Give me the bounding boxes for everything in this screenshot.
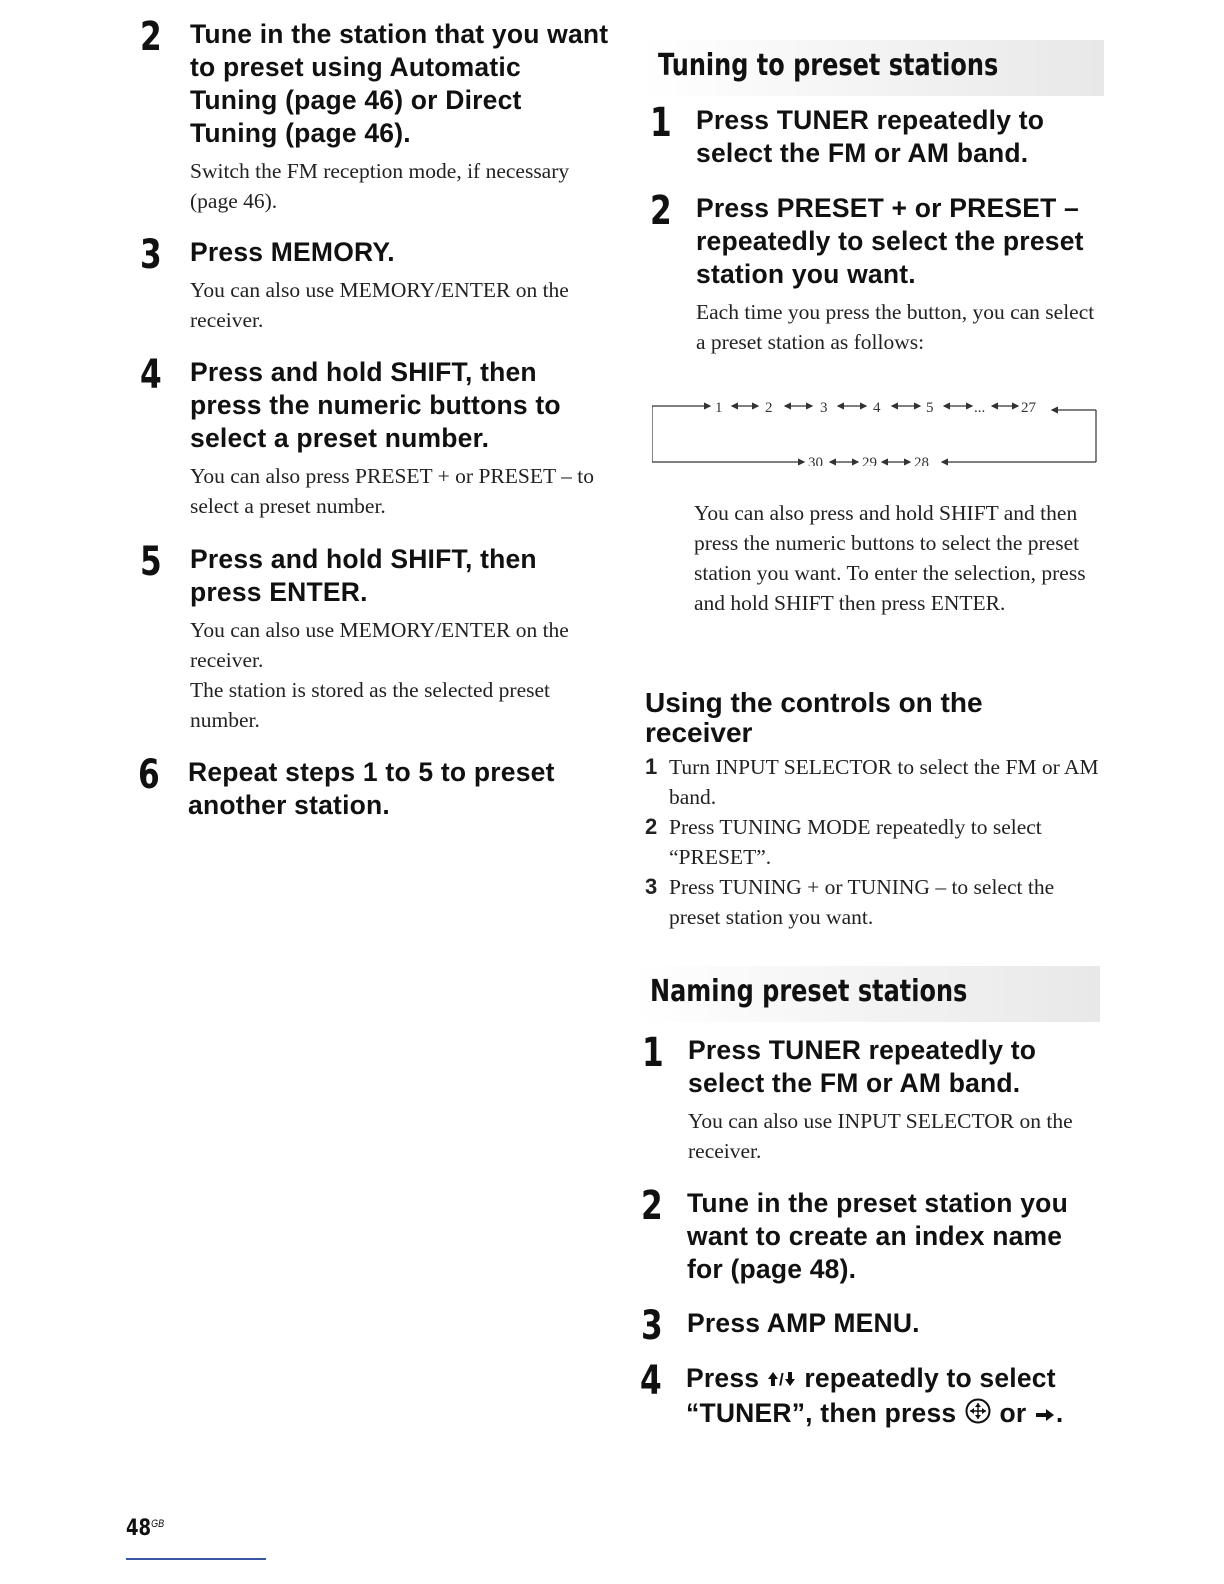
preset-2: 2 bbox=[765, 400, 773, 416]
step-heading: Press TUNER repeatedly to select the FM or AM band. bbox=[696, 105, 1045, 168]
up-down-arrows-icon bbox=[767, 1364, 797, 1397]
step-number: 2 bbox=[140, 14, 162, 60]
list-item: 1 Turn INPUT SELECTOR to select the FM or AM band. bbox=[645, 754, 1099, 809]
page-number: $48^{GB}$ bbox=[126, 1516, 165, 1541]
preset-cycle-diagram bbox=[652, 396, 1098, 466]
preset-28: 28 bbox=[914, 455, 929, 466]
list-item: 2 Press TUNING MODE repeatedly to select “PRESET”. bbox=[645, 814, 1042, 869]
tuning-step-2 bbox=[650, 188, 1100, 357]
preset-5: 5 bbox=[926, 400, 934, 416]
preset-ellipsis: ... bbox=[974, 400, 986, 416]
footer-rule bbox=[126, 1558, 266, 1560]
step-body: You can also use MEMORY/ENTER on the receiver. bbox=[190, 278, 569, 332]
step-6-repeat bbox=[138, 752, 608, 822]
enter-button-icon bbox=[964, 1397, 992, 1433]
step-heading: Press TUNER repeatedly to select the FM or AM band. bbox=[688, 1035, 1037, 1098]
svg-text:/: / bbox=[778, 1369, 784, 1389]
tuning-note: You can also press and hold SHIFT and then press the numeric buttons to select the preset station you want. To enter the selection, press and hold SHIFT then press ENTER. bbox=[694, 501, 1086, 615]
naming-step-4 bbox=[640, 1358, 1098, 1433]
step-body: Each time you press the button, you can select a preset station as follows: bbox=[696, 300, 1095, 354]
naming-step-2 bbox=[641, 1183, 1099, 1286]
section-title: Naming preset stations bbox=[650, 974, 968, 1009]
step-4-press-shift bbox=[140, 352, 610, 521]
step-heading: Press / repeatedly to select “TUNER”, then press or . bbox=[686, 1362, 1098, 1433]
preset-1: 1 bbox=[715, 400, 723, 416]
preset-3: 3 bbox=[820, 400, 828, 416]
list-item: 3 Press TUNING + or TUNING – to select the preset station you want. bbox=[645, 874, 1055, 929]
preset-29: 29 bbox=[862, 455, 877, 466]
step-number: 4 bbox=[640, 1358, 662, 1404]
right-arrow-icon bbox=[1034, 1398, 1056, 1431]
preset-30: 30 bbox=[808, 455, 823, 466]
section-banner-naming bbox=[636, 966, 1100, 1022]
preset-27: 27 bbox=[1021, 400, 1036, 416]
step-number: 5 bbox=[140, 539, 162, 585]
step-heading: Press AMP MENU. bbox=[687, 1308, 920, 1338]
step-heading: Tune in the station that you want to preset using Automatic Tuning (page 46) or Direct Tuning (page 46). bbox=[190, 19, 609, 148]
step-body: You can also press PRESET + or PRESET – to select a preset number. bbox=[190, 464, 594, 518]
step-number: 2 bbox=[641, 1183, 663, 1229]
preset-4: 4 bbox=[873, 400, 881, 416]
step-number: 6 bbox=[138, 752, 160, 798]
section-title: Tuning to preset stations bbox=[658, 48, 999, 83]
section-banner-tuning bbox=[644, 40, 1104, 96]
tuning-step-1 bbox=[650, 100, 1100, 170]
step-heading: Press PRESET + or PRESET – repeatedly to select the preset station you want. bbox=[696, 193, 1084, 289]
step-heading: Press and hold SHIFT, then press ENTER. bbox=[190, 544, 537, 607]
naming-step-1 bbox=[642, 1030, 1100, 1166]
step-number: 1 bbox=[642, 1030, 664, 1076]
naming-step-3 bbox=[641, 1303, 1099, 1349]
step-body: You can also use INPUT SELECTOR on the receiver. bbox=[688, 1109, 1073, 1163]
step-heading: Repeat steps 1 to 5 to preset another station. bbox=[188, 757, 555, 820]
step-5-press-enter bbox=[140, 539, 610, 735]
step-heading: Press and hold SHIFT, then press the numeric buttons to select a preset number. bbox=[190, 357, 561, 453]
step-body: Switch the FM reception mode, if necessary (page 46). bbox=[190, 159, 570, 213]
step-number: 3 bbox=[140, 232, 162, 278]
step-number: 4 bbox=[140, 352, 162, 398]
controls-subheading: Using the controls on the receiver bbox=[645, 687, 983, 748]
step-number: 1 bbox=[650, 100, 672, 146]
step-2-tune-station bbox=[140, 14, 610, 216]
step-heading: Press MEMORY. bbox=[190, 237, 395, 267]
step-body: You can also use MEMORY/ENTER on the receiver. The station is stored as the selected preset number. bbox=[190, 618, 569, 732]
controls-list bbox=[645, 752, 1100, 932]
step-heading: Tune in the preset station you want to create an index name for (page 48). bbox=[687, 1188, 1068, 1284]
step-number: 2 bbox=[650, 188, 672, 234]
step-number: 3 bbox=[641, 1303, 663, 1349]
step-3-press-memory bbox=[140, 232, 610, 335]
